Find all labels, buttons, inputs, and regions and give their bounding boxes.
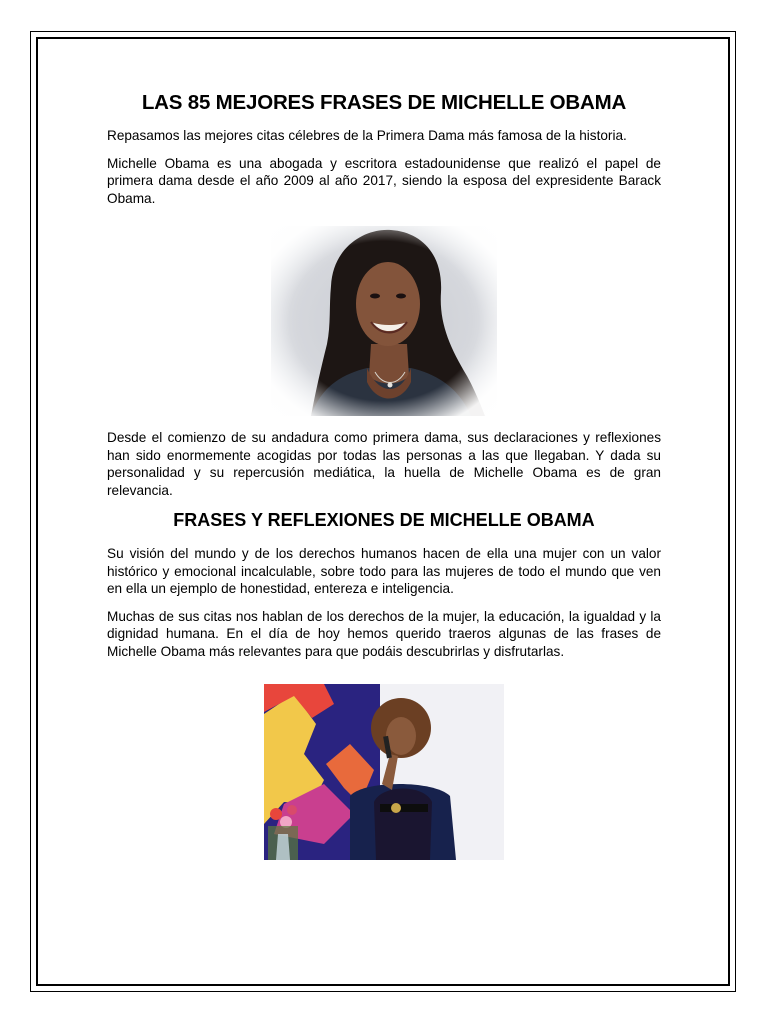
intro-paragraph-1: Repasamos las mejores citas célebres de la Primera Dama más famosa de la historia. <box>107 128 627 143</box>
stage-photo-container <box>107 670 661 860</box>
section-title: FRASES Y REFLEXIONES DE MICHELLE OBAMA <box>173 510 595 530</box>
section-paragraph-1: Su visión del mundo y de los derechos humanos hacen de ella una mujer con un valor histórico y emocional incalculable, sobre todo para las mujeres de todo el mundo que ven en ella un ejemplo de honestidad, entereza e inteligencia. <box>107 546 661 596</box>
portrait-photo-container <box>107 217 661 429</box>
stage-illustration <box>264 684 504 860</box>
stage-photo <box>264 684 504 860</box>
intro-paragraph-2: Michelle Obama es una abogada y escritora estadounidense que realizó el papel de primera dama desde el año 2009 al año 2017, siendo la esposa del expresidente Barack Obama. <box>107 155 661 206</box>
document-title: LAS 85 MEJORES FRASES DE MICHELLE OBAMA <box>141 91 627 114</box>
document-body <box>107 90 661 860</box>
section-paragraph-2: Muchas de sus citas nos hablan de los derechos de la mujer, la educación, la igualdad y la dignidad humana. En el día de hoy hemos querido traeros algunas de las frases de Michelle Obama más relevantes para que podáis descubrirlas y disfrutarlas. <box>107 608 661 659</box>
portrait-photo <box>271 226 497 416</box>
portrait-illustration <box>271 226 497 416</box>
after-photo-paragraph: Desde el comienzo de su andadura como primera dama, sus declaraciones y reflexiones han sido enormemente acogidas por todas las personas a las que llegaban. Y dada su personalidad y su repercusión mediática, la huella de Michelle Obama es de gran relevancia. <box>107 430 661 498</box>
